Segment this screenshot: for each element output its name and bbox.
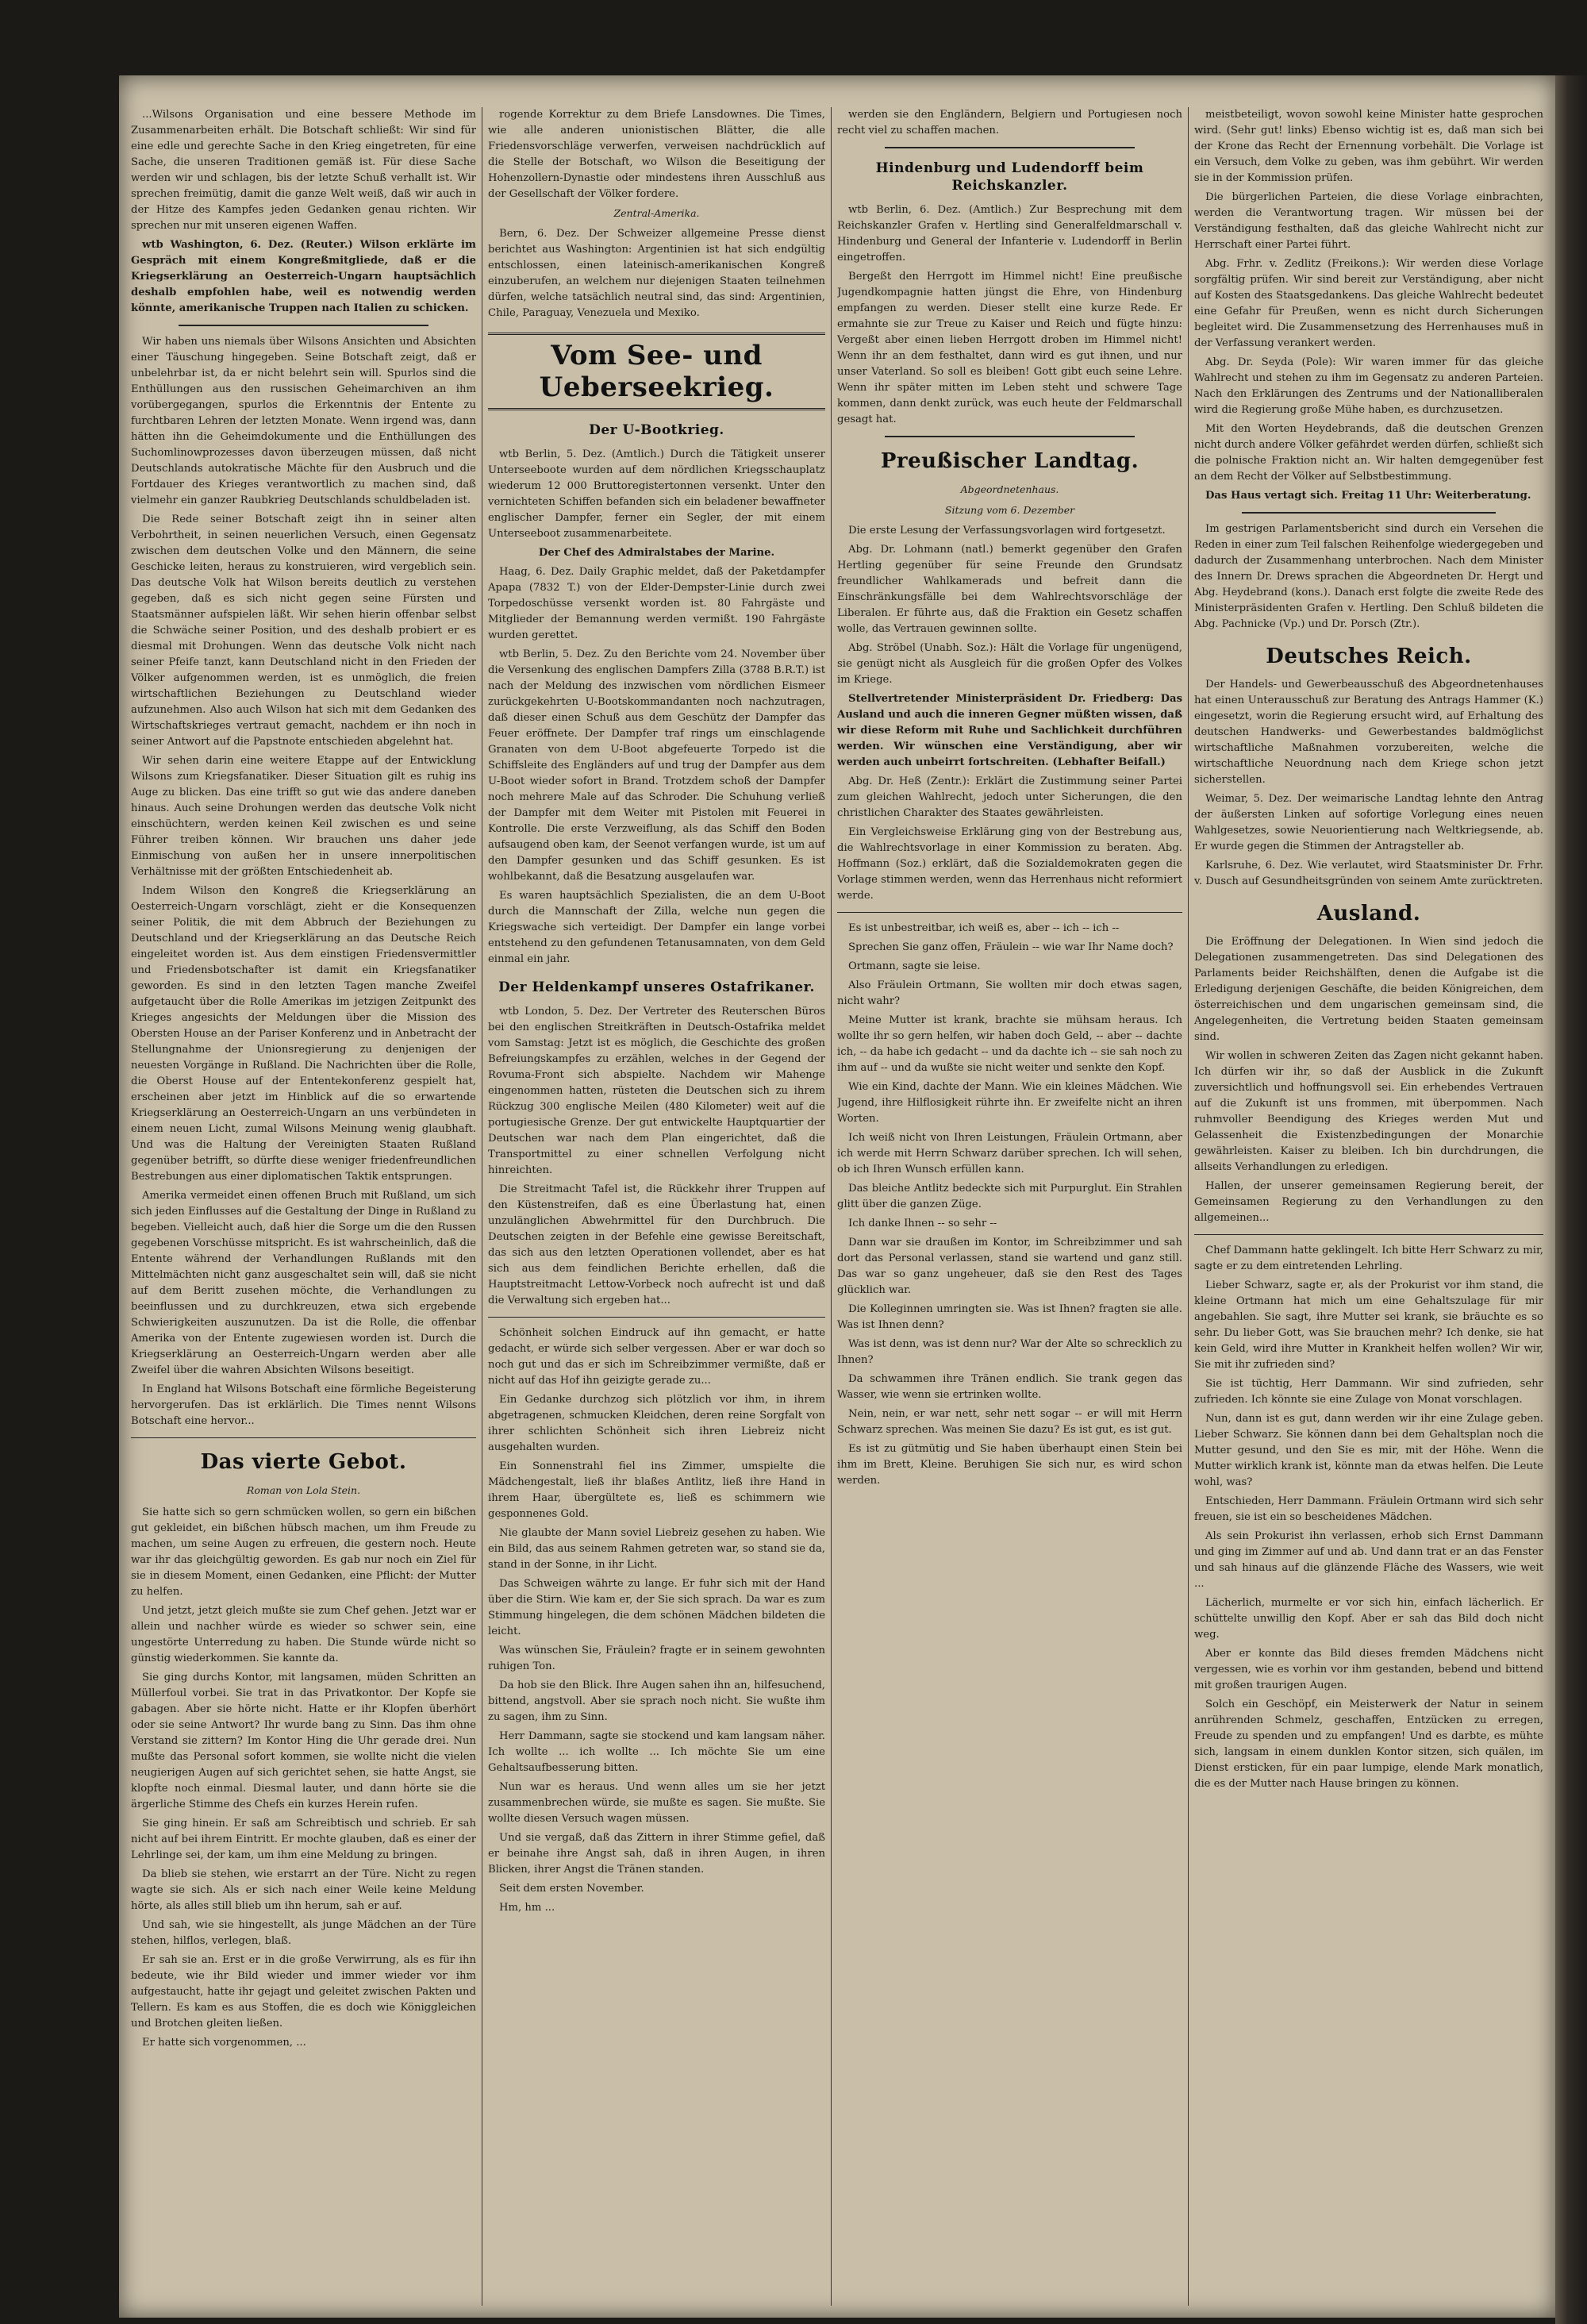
editorial-paragraph: In England hat Wilsons Botschaft eine förmliche Begeisterung hervorgerufen. Das ist erklärlich. Die Times nennt Wilsons Botschaft eine hervor... [131,1383,476,1427]
serial-paragraph: Da hob sie den Blick. Ihre Augen sahen ihn an, hilfesuchend, bittend, angstvoll. Aber sie sprach noch nicht. Sie wußte ihm zu sagen, ihm zu Sinn. [488,1680,825,1723]
serial-paragraph: Das bleiche Antlitz bedeckte sich mit Purpurglut. Ein Strahlen glitt über die ganzen Züge. [837,1183,1182,1210]
serial-paragraph: Es ist unbestreitbar, ich weiß es, aber -- ich -- ich -- [848,922,1120,934]
article-paragraph: wtb Berlin, 5. Dez. Zu den Berichte vom 24. November über die Versenkung des englischen Dampfers Zilla (3788 B.R.T.) ist nach der Meldung des inzwischen vom nördlichen Eismeer zurückgekehrten U-Bootskommandanten noch nachzutragen, daß dieser einen Schuß aus dem Geschütz der Dampfer das Feuer eröffnete. Der Dampfer traf rings um einschlagende Granaten von dem U-Boot abgefeuerte Torpedo ist die Schiffsleite des Engländers auf und trug der Dampfer aus dem U-Boot wieder sofort in Brand. Trotzdem schoß der Dampfer noch mehrere Male auf das Schroder. Die Schuhung verließ der Dampfer mit dem Weiter mit Pistolen mit Feuerei in Kontrolle. Die erste Verzweiflung, als das Schiff den Boden aufsaugend oben kam, der Seenot verfangen wurde, ist um auf den Dampfer gesunken und das Schiff gesunken. Es ist wohlbekannt, daß die Besatzung ausgelaufen war. [488,648,825,883]
column-1 [131,107,476,2306]
serial-paragraph: Wie ein Kind, dachte der Mann. Wie ein kleines Mädchen. Wie Jugend, ihre Hilflosigkeit rührte ihn. Er zweifelte nicht an ihren Worten. [837,1081,1182,1125]
editorial-paragraph: Wir haben uns niemals über Wilsons Ansichten und Absichten einer Täuschung hingegeben. Seine Botschaft zeigt, daß er unbelehrbar ist, da er nicht belehrt sein will. Spurlos sind die Enthüllungen aus den russischen Geheimarchiven an ihm vorübergegangen, spurlos die Erkenntnis der Entente zu furchtbaren Lehren der letzten Monate. Wenn irgend was, dann hätten ihn die Geheimdokumente und die Enthüllungen des Suchomlinowprozesses davon überzeugen müssen, daß nicht Deutschlands autokratische Mächte für den Ausbruch und die Fortdauer des Krieges verantwortlich zu machen sind, daß vielmehr ein ganzer Raubkrieg Deutschlands schuldbeladen ist. [131,336,476,506]
heading-hindenburg: Hindenburg und Ludendorff beim Reichskanzler. [875,160,1144,194]
serial-paragraph: Was ist denn, was ist denn nur? War der Alte so schrecklich zu Ihnen? [837,1338,1182,1366]
serial-paragraph: Solch ein Geschöpf, ein Meisterwerk der Natur in seinem anrührenden Schmelz, geschaffen, Entzücken zu erregen, Freude zu spenden und zu empfangen! Und es darbte, es mühte sich, langsam in einem dunklen Kontor sitzen, sich quälen, im Dienst ersticken, für ein paar lumpige, elende Mark monatlich, die es der Mutter nach Hause bringen zu können. [1194,1699,1543,1790]
serial-paragraph: Nein, nein, er war nett, sehr nett sogar -- er will mit Herrn Schwarz sprechen. Was meinen Sie dazu? Es ist gut, es ist gut. [837,1408,1182,1436]
serial-title: Das vierte Gebot. [200,1450,407,1474]
article-paragraph: meistbeteiligt, wovon sowohl keine Minister hatte gesprochen wird. (Sehr gut! links) Ebenso wichtig ist es, daß man sich bei der Krone das Recht der Ernennung vorbehält. Die Vorlage ist ein Versuch, dem Volke zu geben, was ihm gebührt. Wir werden sie in der Kommission prüfen. [1194,109,1543,184]
wilson-article-text: ...Wilsons Organisation und eine bessere Methode im Zusammenarbeiten erhält. Die Botschaft schließt: Wir sind für eine edle und gerechte Sache in den Krieg eingetreten, für eine Sache, die unseren Traditionen gemäß ist. Für diese Sache werden wir und schlagen, bis der letzte Schuß verhallt ist. Wir sprechen freimütig, damit die ganze Welt weiß, daß wir auch in der Hitze des Kampfes jeden Gedanken genau richten. Wir sprechen nur mit unseren eigenen Waffen. [131,109,476,232]
page-edge-shadow [1555,75,1587,2324]
serial-paragraph: Sie ging durchs Kontor, mit langsamen, müden Schritten an Müllerfoul vorbei. Sie trat in das Privatkontor. Der Kopfe sie gabagen. Aber sie hörte nicht. Hatte er ihr Klopfen überhört oder sie seine Antwort? Ihr wurde bang zu Sinn. Das ihm ohne Verstand sie zittern? Im Kontor Hing die Uhr gerade drei. Nun mußte das Personal sofort kommen, sie wollte nicht die vielen neugierigen Augen auf sich gerichtet sehen, sie hatte Angst, sie klopfte noch einmal. Diesmal lauter, und dann hörte sie die ärgerliche Stimme des Chefs ein kurzes Herein rufen. [131,1672,476,1810]
divider [488,1317,825,1318]
serial-paragraph: Sprechen Sie ganz offen, Fräulein -- wie war Ihr Name doch? [848,941,1174,953]
article-paragraph: Der Handels- und Gewerbeausschuß des Abgeordnetenhauses hat einen Unterausschuß zur Beratung des Antrags Hammer (K.) eingesetzt, worin die Regierung ersucht wird, auf Erhaltung des deutschen Handwerks- und Gewerbestandes baldmöglichst wirtschaftliche Maßnahmen vorzubereiten, welche die wirtschaftliche Neuordnung nach dem Kriege schon jetzt sicherstellen. [1194,679,1543,786]
serial-paragraph: Und jetzt, jetzt gleich mußte sie zum Chef gehen. Jetzt war er allein und nachher würde es wieder so schwer sein, eine ungestörte Unterredung zu haben. Die Stunde würde nicht so günstig wiederkommen. Sie kannte da. [131,1605,476,1664]
article-paragraph: Abg. Frhr. v. Zedlitz (Freikons.): Wir werden diese Vorlage sorgfältig prüfen. Wir sind bereit zur Verständigung, aber nicht auf Kosten des Staatsgedankens. Das gleiche Wahlrecht bedeutet eine Gefahr für Preußen, wenn es nicht durch Sicherungen begleitet wird. Die Zusammensetzung des Herrenhauses muß in der Verfassung verankert werden. [1194,258,1543,349]
column-3 [837,107,1182,2306]
serial-paragraph: Lächerlich, murmelte er vor sich hin, einfach lächerlich. Er schüttelte unwillig den Kopf. Aber er sah das Bild doch nicht weg. [1194,1597,1543,1641]
serial-paragraph: Ortmann, sagte sie leise. [848,960,981,972]
divider [1194,1234,1543,1235]
column-4 [1194,107,1543,2306]
section-subheading: Zentral-Amerika. [613,207,700,219]
editorial-paragraph: Die Rede seiner Botschaft zeigt ihn in seiner alten Verbohrtheit, in seinen neuerlichen Versuch, einen Gegensatz zwischen dem deutschen Volke und den Männern, die seine Geschicke leiten, heraus zu konstruieren, wird vergeblich sein. Das deutsche Volk hat Wilson bereits deutlich zu verstehen gegeben, daß es sich nicht gegen seine Fürsten und Staatsmänner aufspielen läßt. Wir sehen hierin offenbar selbst die Schwäche seiner Position, und des deshalb probiert er es diesmal mit Drohungen. Wenn das deutsche Volk nicht nach seiner Pfeife tanzt, kann Deutschland nicht in den Frieden der Völker aufgenommen werden, ist es unmöglich, die freien wirtschaftlichen Beziehungen zu Deutschland wieder aufzunehmen. Also auch Wilson hat sich mit dem Gedanken des Wirtschaftskrieges vertraut gemacht, nachdem er ihn noch in seiner Antwort auf die Papstnote entschieden abgelehnt hat. [131,514,476,748]
serial-byline: Roman von Lola Stein. [246,1484,361,1496]
serial-paragraph: Chef Dammann hatte geklingelt. Ich bitte Herr Schwarz zu mir, sagte er zu dem eintretenden Lehrling. [1194,1245,1543,1272]
serial-paragraph: Er hatte sich vorgenommen, ... [142,2037,306,2049]
divider [837,912,1182,913]
serial-paragraph: Hm, hm ... [499,1902,555,1914]
serial-paragraph: Und sah, wie sie hingestellt, als junge Mädchen an der Türe stehen, hilflos, verlegen, blaß. [131,1919,476,1947]
serial-paragraph: Ich danke Ihnen -- so sehr -- [848,1218,997,1229]
serial-paragraph: Die Kolleginnen umringten sie. Was ist Ihnen? fragten sie alle. Was ist Ihnen denn? [837,1303,1182,1331]
article-paragraph: Ein Vergleichsweise Erklärung ging von der Bestrebung aus, die Wahlrechtsvorlage in einer Kommission zu beraten. Abg. Hoffmann (Soz.) erklärt, daß die Sozialdemokraten gegen die Vorlage stimmen werden, wenn das Herrenhaus nicht reformiert werde. [837,826,1182,902]
divider [179,325,428,326]
article-paragraph: Abg. Ströbel (Unabh. Soz.): Hält die Vorlage für ungenügend, sie genügt nicht als Ausgleich für die großen Opfer des Volkes im Kriege. [837,642,1182,686]
serial-paragraph: Was wünschen Sie, Fräulein? fragte er in seinem gewohnten ruhigen Ton. [488,1645,825,1672]
article-paragraph: Es waren hauptsächlich Spezialisten, die an dem U-Boot durch die Mannschaft der Zilla, welche nun gegen die Kriegswache sich verteidigt. Der Dampfer ein lange vorbei entstehend zu den gefundenen Tetanusamnaten, von dem Geld einmal ein jahr. [488,890,825,965]
serial-paragraph: Lieber Schwarz, sagte er, als der Prokurist vor ihm stand, die kleine Ortmann hat mich um eine Gehaltszulage für mir angebahlen. Sie sagt, ihre Mutter sei krank, sie bräuchte es so sehr. Du lieber Gott, was Sie brauchen mehr? Ich denke, sie hat kein Geld, wird ihre Mutter in Krankheit helfen wollen? Wir wir, Sie mit ihr zufrieden sind? [1194,1279,1543,1371]
divider [885,147,1135,148]
serial-paragraph: Nie glaubte der Mann soviel Liebreiz gesehen zu haben. Wie ein Bild, das aus seinem Rahmen getreten war, so stand sie da, stand in der Sonne, in ihr Licht. [488,1527,825,1571]
article-paragraph: Bern, 6. Dez. Der Schweizer allgemeine Presse dienst berichtet aus Washington: Argentinien ist hat sich endgültig entschlossen, einen lateinisch-amerikanischen Kongreß einzuberufen, an welchem nur diejenigen Staaten teilnehmen dürfen, welche tatsächlich neutral sind, das sind: Argentinien, Chile, Paraguay, Venezuela und Mexiko. [488,228,825,319]
heading-landtag: Preußischer Landtag. [880,449,1139,473]
washington-report: wtb Washington, 6. Dez. (Reuter.) Wilson erklärte im Gespräch mit einem Kongreßmitgliede, daß er die Kriegserklärung an Oesterreich-Ungarn hauptsächlich deshalb empfohlen habe, weil es notwendig werden könnte, amerikanische Truppen nach Italien zu schicken. [131,239,476,314]
serial-paragraph: Also Fräulein Ortmann, Sie wollten mir doch etwas sagen, nicht wahr? [837,979,1182,1007]
article-paragraph: Die erste Lesung der Verfassungsvorlagen wird fortgesetzt. [848,525,1166,537]
serial-paragraph: Das Schweigen währte zu lange. Er fuhr sich mit der Hand über die Stirn. Wie kam er, der Sie sich sprach. Da war es zum Stimmung hingelegen, die dem schönen Mädchen bildeten die leicht. [488,1578,825,1637]
article-paragraph: Wir wollen in schweren Zeiten das Zagen nicht gekannt haben. Ich dürfen wir ihr, so daß der Ausblick in die Zukunft zuversichtlich und hoffnungsvoll sei. Ein erhebendes Vertrauen auf die Zukunft ist uns frommen, mit überpommen. Nach ruhmvoller Beendigung des Krieges werden Mut und Gelassenheit die Existenzbedingungen der Monarchie gewährleisten. Kaiser zu bleiben. Ich bin durchdrungen, die allseits Verhandlungen zu erledigen. [1194,1050,1543,1173]
article-paragraph: Weimar, 5. Dez. Der weimarische Landtag lehnte den Antrag der äußersten Linken auf sofortige Vorlegung eines neuen Wahlgesetzes, sowie Neuorientierung nach Weltkriegsende, ab. Er wurde gegen die Stimmen der Antragsteller ab. [1194,793,1543,852]
column-rule [1188,107,1189,2306]
serial-paragraph: Er sah sie an. Erst er in die große Verwirrung, als es für ihn bedeute, wie ihr Bild wieder und immer wieder vor ihm aufgestaucht, hatte ihr gejagt und geleitet zwischen Pakten und Tellern. Es kam es aus Stoffen, die es doch wie Königgleichen und Brotchen gleiten ließen. [131,1954,476,2030]
article-paragraph: wtb Berlin, 6. Dez. (Amtlich.) Zur Besprechung mit dem Reichskanzler Grafen v. Hertling sind Generalfeldmarschall v. Hindenburg und General der Infanterie v. Ludendorff in Berlin eingetroffen. [837,204,1182,264]
subheading-uboat: Der U-Bootkrieg. [589,422,724,438]
article-paragraph: Hallen, der unserer gemeinsamen Regierung bereit, der Gemeinsamen Regierung zu den Verhandlungen zu den allgemeinen... [1194,1180,1543,1224]
serial-paragraph: Herr Dammann, sagte sie stockend und kam langsam näher. Ich wollte ... ich wollte ... Ich möchte Sie um eine Gehaltsaufbesserung bitten. [488,1730,825,1774]
article-paragraph: Abg. Dr. Heß (Zentr.): Erklärt die Zustimmung seiner Partei zum gleichen Wahlrecht, jedoch unter Sicherungen, die den christlichen Charakter des Staates gewährleisten. [837,775,1182,819]
admiral-signature: Der Chef des Admiralstabes der Marine. [538,547,775,559]
article-paragraph: Bergeßt den Herrgott im Himmel nicht! Eine preußische Jugendkompagnie hatten jüngst die Ehre, von Hindenburg empfangen zu werden. Dieser stellt eine kurze Rede. Er ermahnte sie zur Treue zu Kaiser und Reich und fügte hinzu: Vergeßt aber einen lieben Herrgott droben im Himmel nicht! Wenn ihr an dem festhaltet, dann wird es gut ihnen, und nur unser Vaterland. So soll es bleiben! Gott gibt euch seine Lehre. Wenn ihr später mitten im Leben steht und schwere Tage kommen, dann denkt zurück, was euch heute der Feldmarschall gesagt hat. [837,271,1182,425]
editorial-paragraph: Indem Wilson den Kongreß die Kriegserklärung an Oesterreich-Ungarn vorschlägt, zieht er die Konsequenzen seiner Politik, die mit dem Abbruch der Beziehungen zu Deutschland und der Kriegserklärung an das Deutsche Reich eingeleitet worden ist. Aus dem einstigen Friedensvermittler und Friedensbotschafter ist damit ein Kriegsfanatiker geworden. Es sind in den letzten Tagen manche Zweifel aufgetaucht über die Rolle Amerikas im jetzigen Zeitpunkt des Krieges angesichts der Meldungen über die Mission des Obersten House an der Pariser Konferenz und in Anbetracht der Stellungnahme der Unionsregierung zu denjenigen der neuesten Vorgänge in Rußland. Die Nachrichten über die Rolle, die Oberst House auf der Ententekonferenz gespielt hat, erscheinen aber jetzt im Hinblick auf die so erwartende Kriegserklärung an Oesterreich-Ungarn an uns verbündeten in einem neuen Licht, zumal Wilsons Meinung wenig glaubhaft. Und was die Haltung der Vereinigten Staaten Rußland gegenüber betrifft, so dürfte diese weniger friedenfreundlichen Bestrebungen aus einer diplomatischen Taktik entsprungen. [131,885,476,1183]
serial-paragraph: Entschieden, Herr Dammann. Fräulein Ortmann wird sich sehr freuen, sie ist ein so bescheidenes Mädchen. [1194,1495,1543,1523]
divider [885,436,1135,437]
serial-paragraph: Und sie vergaß, daß das Zittern in ihrer Stimme gefiel, daß er beinahe ihre Angst sah, daß in ihren Augen, in ihren Blicken, ihrer Angst die Tränen standen. [488,1832,825,1876]
heading-ausland: Ausland. [1316,902,1421,925]
serial-paragraph: Nun, dann ist es gut, dann werden wir ihr eine Zulage geben. Lieber Schwarz. Sie können dann bei dem Gehaltsplan noch die Mutter gesund, und den Sie es mir, mit der Höhe. Wenn die Mutter wirklich krank ist, könnte man da etwas helfen. Die Leute wohl, was? [1194,1413,1543,1488]
serial-paragraph: Ich weiß nicht von Ihren Leistungen, Fräulein Ortmann, aber ich werde mit Herrn Schwarz darüber sprechen. Ich will sehen, ob ich Ihren Wunsch erfüllen kann. [837,1132,1182,1175]
serial-paragraph: Seit dem ersten November. [499,1883,644,1895]
serial-paragraph: Sie ist tüchtig, Herr Dammann. Wir sind zufrieden, sehr zufrieden. Ich könnte sie eine Zulage von Monat vorschlagen. [1194,1378,1543,1406]
landtag-subheading: Abgeordnetenhaus. [960,483,1059,495]
article-paragraph: Im gestrigen Parlamentsbericht sind durch ein Versehen die Reden in einer zum Teil falschen Reihenfolge wiedergegeben und dadurch der Zusammenhang unterbrochen. Nach dem Minister des Innern Dr. Drews sprachen die Abgeordneten Dr. Hergt und Abg. Heydebrand (kons.). Danach erst folgte die zweite Rede des Ministerpräsidenten Grafen v. Hertling. Den Schluß bildeten die Abg. Pachnicke (Vp.) und Dr. Porsch (Ztr.). [1194,523,1543,630]
heading-deutsches-reich: Deutsches Reich. [1266,644,1472,668]
serial-paragraph: Dann war sie draußen im Kontor, im Schreibzimmer und sah dort das Personal verlassen, stand sie wartend und ganz still. Das war so ganz ungeheuer, daß sie den Rest des Tages glücklich war. [837,1237,1182,1296]
serial-paragraph: Ein Sonnenstrahl fiel ins Zimmer, umspielte die Mädchengestalt, ließ ihr blaßes Antlitz, ließ ihre Hand in ihrem Haar, übergültete es, ließ es schimmern wie gesponnenes Gold. [488,1460,825,1520]
serial-paragraph: Ein Gedanke durchzog sich plötzlich vor ihm, in ihrem abgetragenen, schmucken Kleidchen, deren reine Sorgfalt von ihrer schlichten Schönheit sich ihren Liebreiz nicht ausgehalten wurden. [488,1394,825,1453]
serial-paragraph: Sie ging hinein. Er saß am Schreibtisch und schrieb. Er sah nicht auf bei ihrem Eintritt. Er mochte glauben, daß es einer der Lehrlinge sei, der kam, um ihm eine Meldung zu bringen. [131,1818,476,1861]
article-paragraph: Stellvertretender Ministerpräsident Dr. Friedberg: Das Ausland und auch die inneren Gegner müßten wissen, daß wir diese Reform mit Ruhe und Sachlichkeit durchführen werden. Wir wünschen eine Verständigung, aber wir werden auch unbeirrt fortschreiten. (Lebhafter Beifall.) [837,693,1182,768]
article-paragraph: Mit den Worten Heydebrands, daß die deutschen Grenzen nicht durch andere Völker gefährdet werden dürfen, schließt sich die polnische Fraktion nicht an. Wir halten demgegenüber fest an dem Recht der Völker auf Selbstbestimmung. [1194,423,1543,483]
editorial-paragraph: Wir sehen darin eine weitere Etappe auf der Entwicklung Wilsons zum Kriegsfanatiker. Dieser Situation gilt es ruhig ins Auge zu blicken. Das eine trifft so gut wie das andere daneben hinaus. Auch seine Drohungen werden das deutsche Volk nicht einschüchtern, werden keinen Keil zwischen es und seine Führer treiben können. Wir brauchen uns daher jede Einmischung von außen her in unsere innerpolitischen Verhältnisse mit der größten Entschiedenheit ab. [131,755,476,878]
article-paragraph: wtb Berlin, 5. Dez. (Amtlich.) Durch die Tätigkeit unserer Unterseeboote wurden auf dem nördlichen Kriegsschauplatz wiederum 12 000 Bruttoregistertonnen versenkt. Unter den vernichteten Schiffen befanden sich ein beladener bewaffneter englischer Dampfer, ferner ein Segler, der mit einem Unterseeboot zusammenarbeitete. [488,448,825,540]
article-paragraph: rogende Korrektur zu dem Briefe Lansdownes. Die Times, wie alle anderen unionistischen Blätter, die alle Friedensvorschläge verwerfen, verweisen nachdrücklich auf die Stelle der Botschaft, wo Wilson die Beseitigung der Hohenzollern-Dynastie oder mindestens ihren Ausschluß aus der Gesellschaft der Völker fordere. [488,109,825,200]
article-paragraph: Abg. Dr. Lohmann (natl.) bemerkt gegenüber den Grafen Hertling gegenüber für seine Freunde den Grundsatz freundlicher Wahlkamerads und befreit dann die Einschränkungsfälle bei dem Wahlrechtsvorschläge der Liberalen. Er führte aus, daß die Fraktion ein Gesetz schaffen wolle, das Vertrauen gewinnen sollte. [837,544,1182,635]
subheading-east-africa: Der Heldenkampf unseres Ostafrikaner. [498,979,815,995]
column-2 [488,107,825,2306]
serial-paragraph: Meine Mutter ist krank, brachte sie mühsam heraus. Ich wollte ihr so gern helfen, wir haben doch Geld, -- aber -- dachte ich, -- da habe ich gedacht -- und da dachte ich -- sie sah noch zu ihm auf -- und da wußte sie nicht weiter und senkte den Kopf. [837,1014,1182,1074]
section-heading-sea-war: Vom See- und Ueberseekrieg. [488,333,825,410]
serial-paragraph: Aber er konnte das Bild dieses fremden Mädchens nicht vergessen, wie es vorhin vor ihm gestanden, bebend und bittend mit großen traurigen Augen. [1194,1648,1543,1691]
editorial-paragraph: Amerika vermeidet einen offenen Bruch mit Rußland, um sich sich jeden Einflusses auf die Gestaltung der Dinge in Rußland zu begeben. Vielleicht auch, daß hier die Sorge um die den Russen gegebenen Vorschüsse mitspricht. Es ist wahrscheinlich, daß die Entente während der Verhandlungen Rußlands mit den Mittelmächten nicht ganz ausgeschaltet sein will, daß sie nicht auf dem Beritt zusehen möchte, die Verhandlungen zu beeinflussen und zu durchkreuzen, etwa sich ergebende Schwierigkeiten auszunutzen. Da ist die Rolle, die offenbar Amerika von der Entente zugewiesen worden ist. Durch die Kriegserklärung an Oesterreich-Ungarn werden aber alle Zweifel über die wahren Absichten Wilsons beseitigt. [131,1190,476,1376]
article-paragraph: Die bürgerlichen Parteien, die diese Vorlage einbrachten, werden die Verantwortung tragen. Wir müssen bei der Verständigung festhalten, daß das gleiche Wahlrecht nicht zur Herrschaft einer Partei führt. [1194,191,1543,251]
article-paragraph: Abg. Dr. Seyda (Pole): Wir waren immer für das gleiche Wahlrecht und stehen zu ihm im Gegensatz zu anderen Parteien. Nach den Erklärungen des Zentrums und der Nationalliberalen wird die Regierung große Mühe haben, es durchzusetzen. [1194,356,1543,416]
article-paragraph: Die Streitmacht Tafel ist, die Rückkehr ihrer Truppen auf den Küstenstreifen, daß es eine Überlastung hat, einen unzulänglichen Abwehrmittel für den Durchbruch. Die Deutschen zeigten in der Befehle eine gewisse Bereitschaft, das sich aus den letzten Operationen vollendet, aber es hat sich aus dem feindlichen Berichte erhellen, daß die Hauptstreitmacht Lettow-Vorbeck noch aufrecht ist und daß die Verwaltung sich ergeben hat... [488,1183,825,1306]
serial-paragraph: Es ist zu gütmütig und Sie haben überhaupt einen Stein bei ihm im Brett, Kleine. Beruhigen Sie sich nur, es wird schon werden. [837,1443,1182,1487]
serial-paragraph: Schönheit solchen Eindruck auf ihn gemacht, er hatte gedacht, er würde sich selber vergessen. Aber er war doch so noch gut und das er sich im Schreibzimmer vermißte, daß er nicht auf das Hof ihn geizigte gerade zu... [488,1327,825,1387]
article-paragraph: Die Eröffnung der Delegationen. In Wien sind jedoch die Delegationen zusammengetreten. Das sind Delegationen des Parlaments beider Reichshälften, denen die Aufgabe ist die Erledigung derjenigen Geschäfte, die beiden Königreichen, dem österreichischen und dem ungarischen gemeinsam sind, die Angelegenheiten, die Vertretung beiden Staaten gemeinsam sind. [1194,936,1543,1043]
serial-paragraph: Da blieb sie stehen, wie erstarrt an der Türe. Nicht zu regen wagte sie sich. Als er sich nach einer Weile keine Meldung hörte, als alles still blieb um ihn herum, sah er auf. [131,1868,476,1912]
article-paragraph: Haag, 6. Dez. Daily Graphic meldet, daß der Paketdampfer Apapa (7832 T.) von der Elder-Dempster-Linie durch zwei Torpedoschüsse versenkt worden ist. 80 Fahrgäste und Mitglieder der Bemannung werden vermißt. 190 Fahrgäste wurden gerettet. [488,566,825,641]
session-date: Sitzung vom 6. Dezember [944,504,1075,516]
article-paragraph: Karlsruhe, 6. Dez. Wie verlautet, wird Staatsminister Dr. Frhr. v. Dusch auf Gesundheitsgründen von seinem Amte zurücktreten. [1194,860,1543,887]
article-paragraph: wtb London, 5. Dez. Der Vertreter des Reuterschen Büros bei den englischen Streitkräften in Deutsch-Ostafrika meldet vom Samstag: Jetzt ist es möglich, die Geschichte des großen Befreiungskampfes zu erzählen, welches in der Gegend der Rovuma-Front sich abspielte. Nachdem wir Mahenge eingenommen hatten, rüsteten die Deutschen sich zu ihrem Rückzug 300 englische Meilen (480 Kilometer) weit auf die portugiesische Grenze. Der gut entwickelte Hauptquartier der Deutschen war nach dem Plan eingerichtet, daß die Transportmittel zu einer schnellen Verfolgung nicht hinreichten. [488,1006,825,1176]
serial-paragraph: Da schwammen ihre Tränen endlich. Sie trank gegen das Wasser, wie wenn sie ertrinken wollte. [837,1373,1182,1401]
adjournment-note: Das Haus vertagt sich. Freitag 11 Uhr: Weiterberatung. [1205,490,1531,502]
divider [131,1437,476,1438]
serial-paragraph: Nun war es heraus. Und wenn alles um sie her jetzt zusammenbrechen würde, sie mußte es sagen. Sie mußte. Sie wollte diesen Versuch wagen müssen. [488,1781,825,1825]
serial-paragraph: Sie hatte sich so gern schmücken wollen, so gern ein bißchen gut gekleidet, ein bißchen hübsch machen, um ihm Freude zu machen, um seine Augen zu erfreuen, die gestern noch. Heute war ihr das gleichgültig geworden. Es gab nur noch ein Ziel für sie in diesem Moment, einen Gedanken, eine Pflicht: der Mutter zu helfen. [131,1506,476,1598]
divider [1242,512,1496,514]
column-rule [831,107,832,2306]
article-paragraph: werden sie den Engländern, Belgiern und Portugiesen noch recht viel zu schaffen machen. [837,109,1182,137]
serial-paragraph: Als sein Prokurist ihn verlassen, erhob sich Ernst Dammann und ging im Zimmer auf und ab. Und dann trat er an das Fenster und sah hinaus auf die glänzende Fläche des Wassers, wie weit ... [1194,1530,1543,1590]
